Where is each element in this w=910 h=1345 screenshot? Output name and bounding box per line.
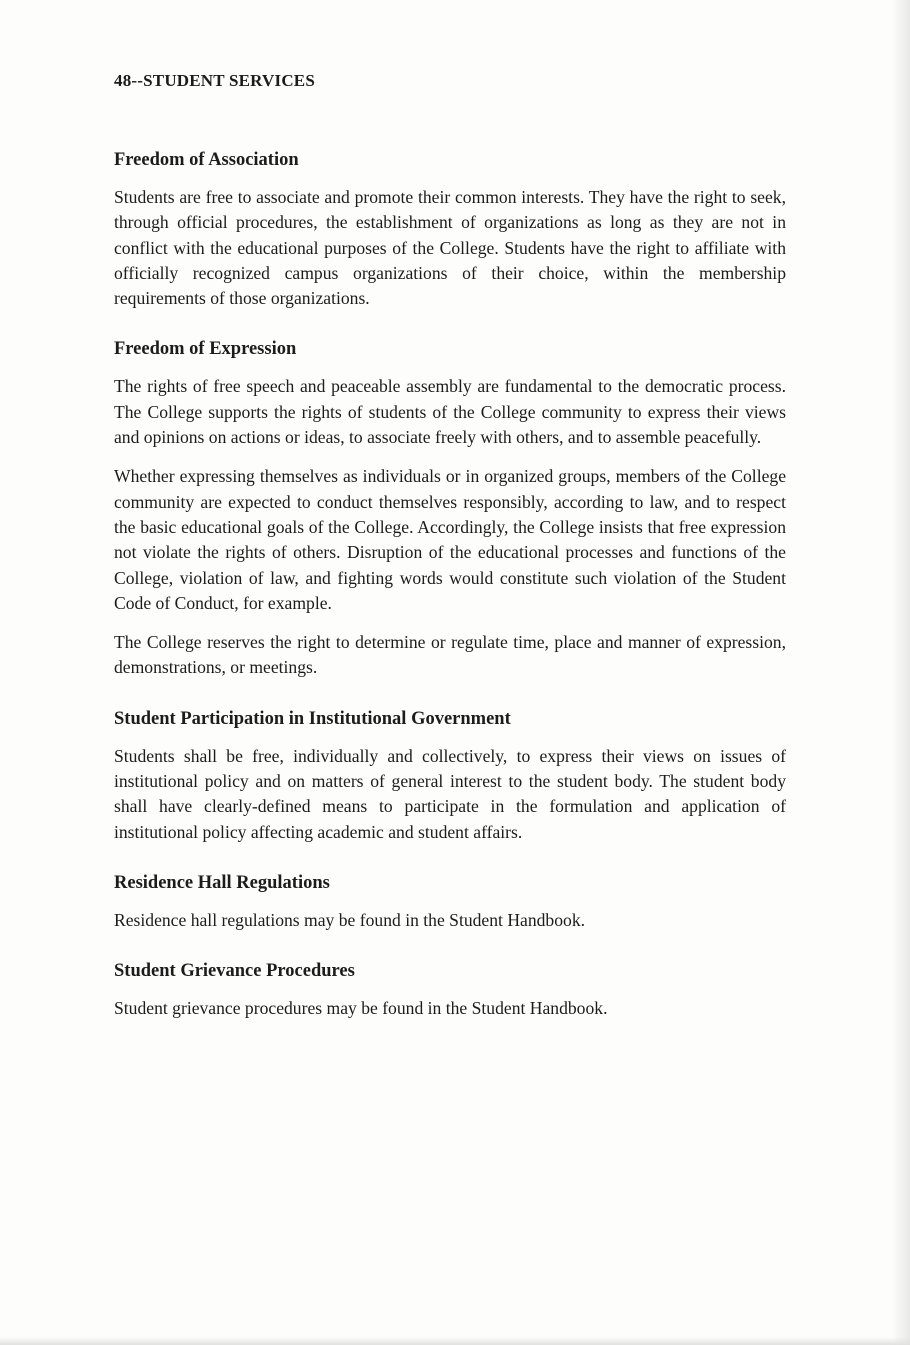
section-heading: Student Grievance Procedures [114,961,355,982]
page-content [114,70,786,1048]
section-residence-hall-regulations [114,871,786,933]
paragraph: The College reserves the right to determine or regulate time, place and manner of expression, demonstrations, or meetings. [114,632,786,678]
paragraph: Students shall be free, individually and collectively, to express their views on issues of institutional policy and on matters of general interest to the student body. The student body shall have clearly-defined means to participate in the formulation and application of institutional policy affecting academic and student affairs. [114,745,786,842]
section-freedom-of-expression [114,337,786,680]
paragraph: Residence hall regulations may be found in the Student Handbook. [114,909,586,930]
section-student-grievance-procedures [114,959,786,1021]
page-bottom-shadow [0,1337,910,1345]
paragraph: The rights of free speech and peaceable assembly are fundamental to the democratic process. The College supports the rights of students of the College community to express their views and opinions on actions or ideas, to associate freely with others, and to assemble peacefully. [114,376,786,448]
paragraph: Student grievance procedures may be found in the Student Handbook. [114,998,608,1019]
section-student-participation [114,707,786,845]
paragraph: Whether expressing themselves as individuals or in organized groups, members of the College community are expected to conduct themselves responsibly, according to law, and to respect the basic educational goals of the College. Accordingly, the College insists that free expression not violate the rights of others. Disruption of the educational processes and functions of the College, violation of law, and fighting words would constitute such violation of the Student Code of Conduct, for example. [114,466,786,613]
section-heading: Freedom of Association [114,150,299,170]
paragraph: Students are free to associate and promote their common interests. They have the right to seek, through official procedures, the establishment of organizations as long as they are not in conflict with the educational purposes of the College. Students have the right to affiliate with officially recognized campus organizations of their choice, within the membership requirements of those organizations. [114,187,786,309]
section-heading: Student Participation in Institutional Government [114,708,511,729]
section-heading: Residence Hall Regulations [114,872,330,893]
section-heading: Freedom of Expression [114,339,297,360]
page-edge-shadow [892,0,910,1345]
section-freedom-of-association [114,148,786,311]
running-head: 48--STUDENT SERVICES [114,71,316,90]
